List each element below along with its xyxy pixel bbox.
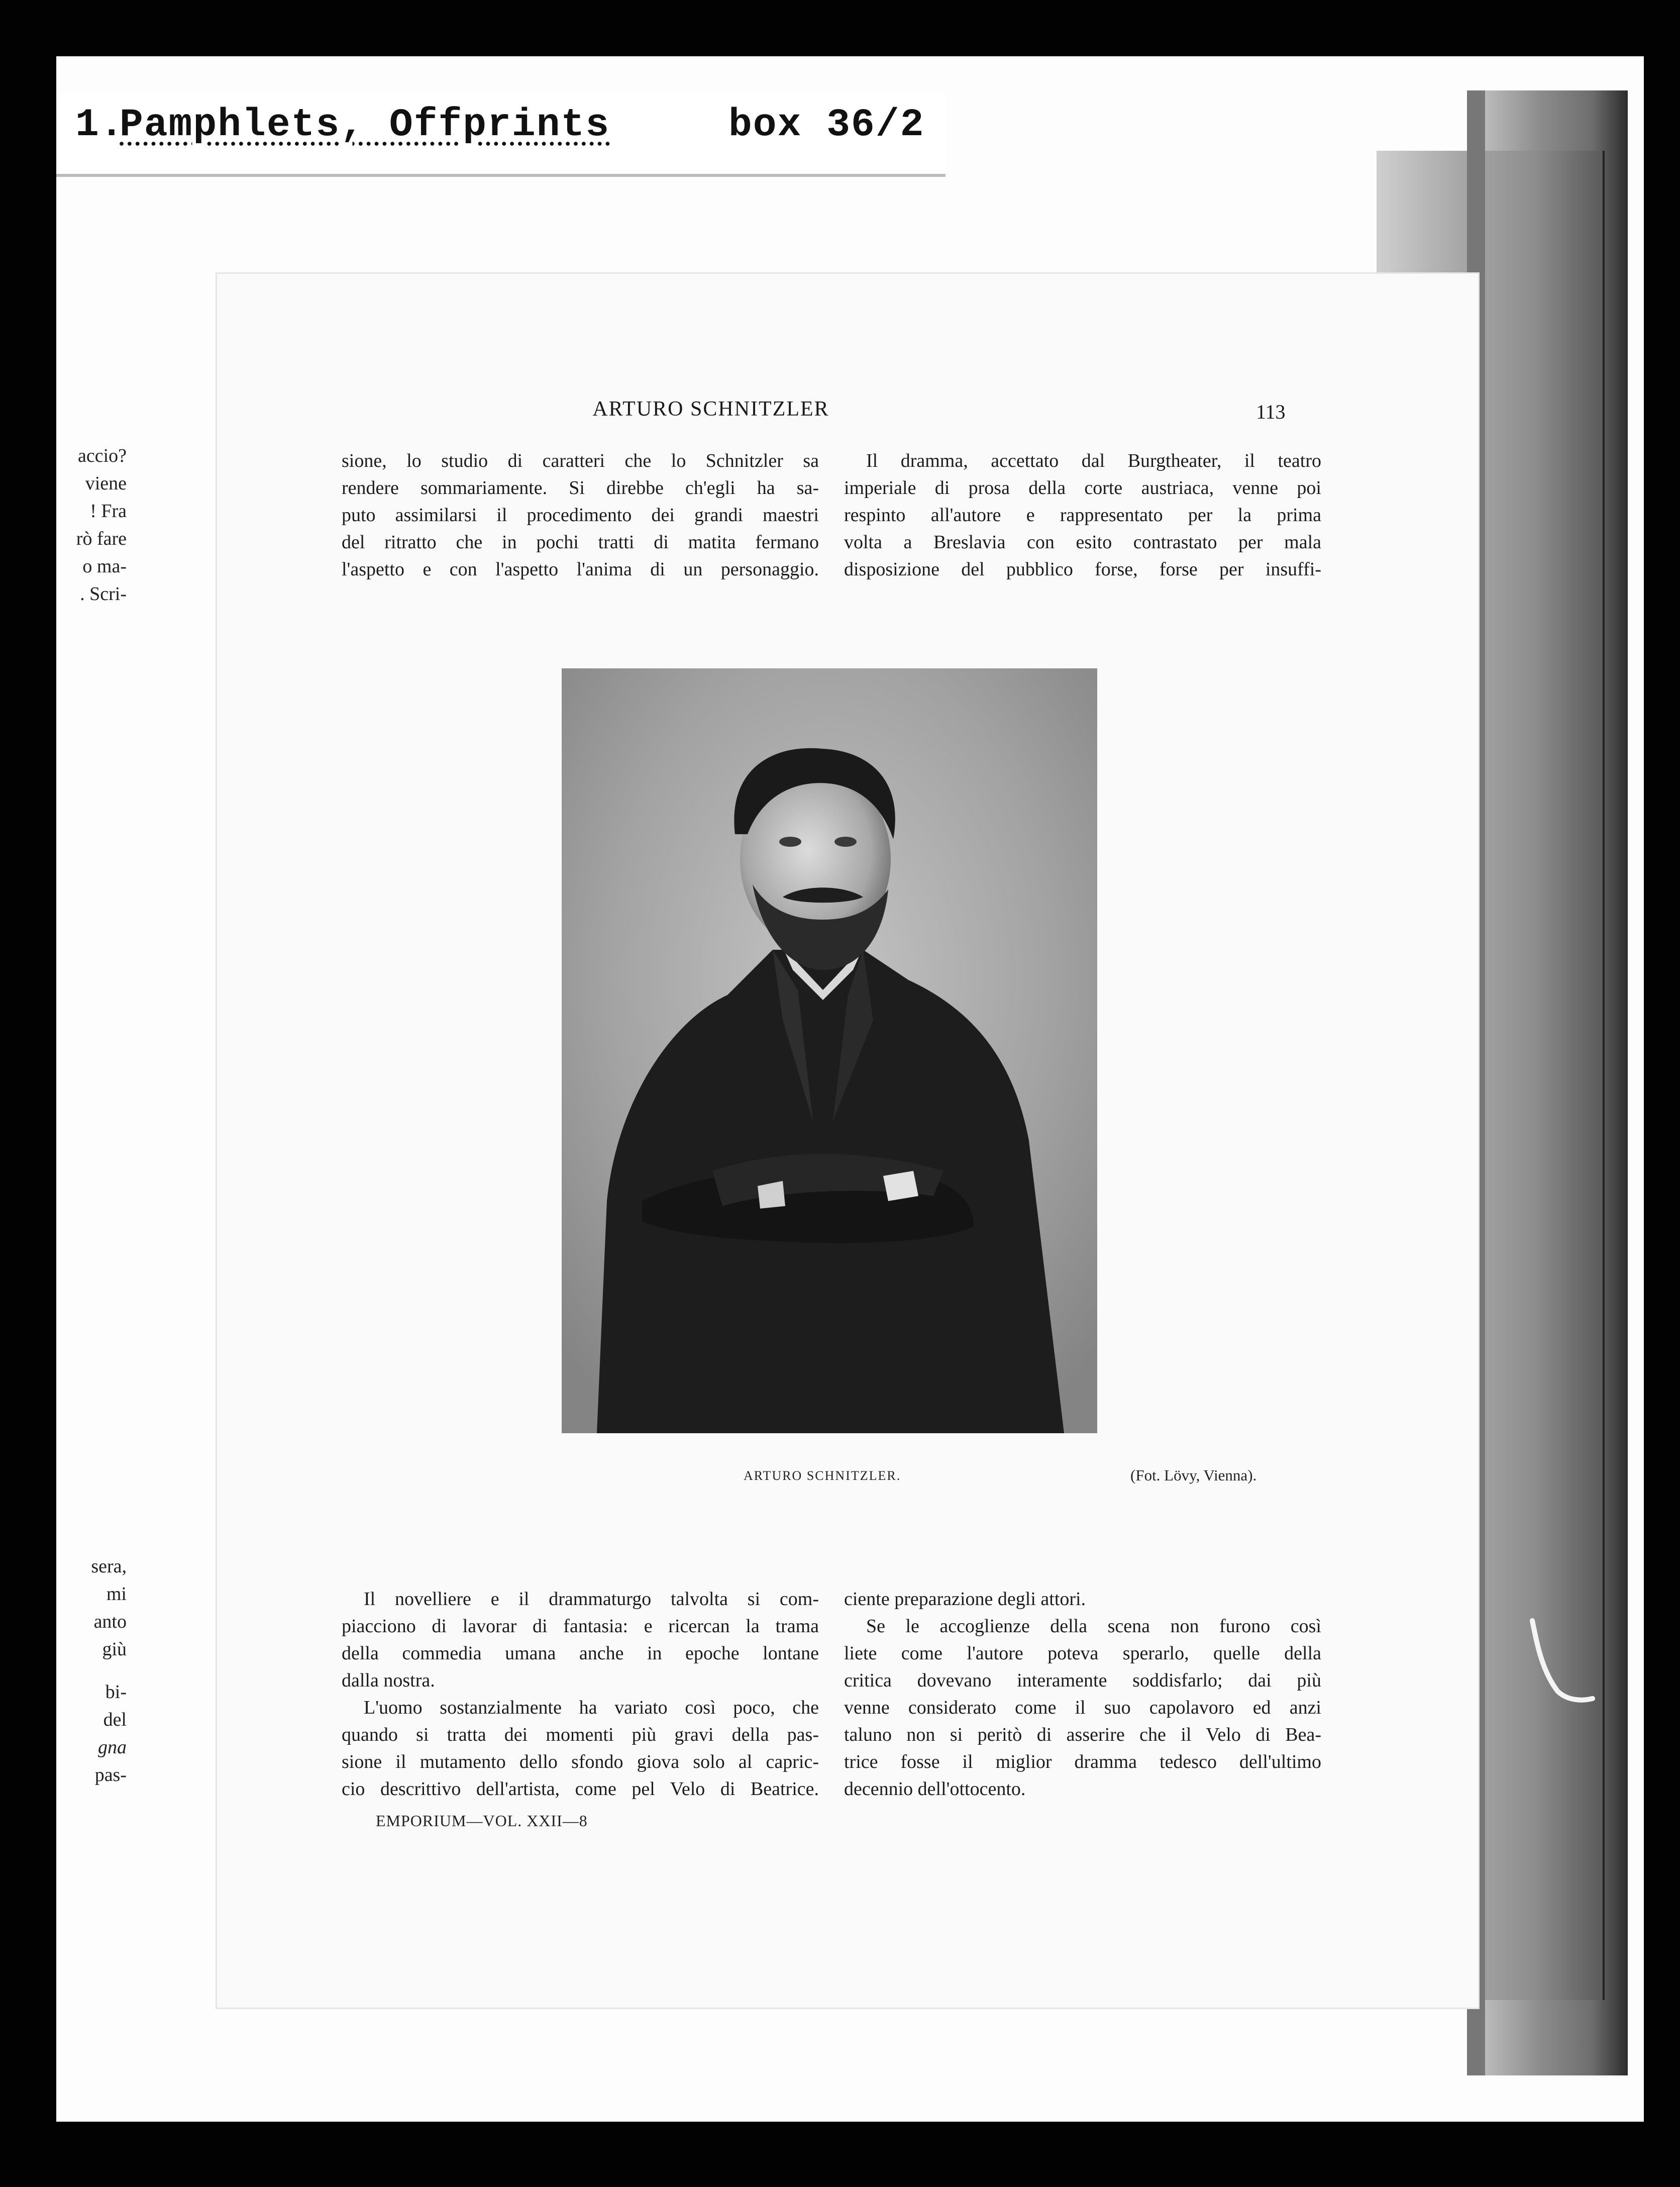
text-line: volta a Breslavia con esito contrastato per mala (844, 532, 1321, 553)
fragment-line: ! Fra (90, 501, 127, 522)
fragment-line: del (103, 1709, 127, 1730)
text-line: decennio dell'ottocento. (844, 1778, 1026, 1800)
text-column-bottom-right (844, 1585, 1321, 1803)
text-column-bottom-left (342, 1585, 819, 1803)
text-line: critica dovevano interamente soddisfarlo; dai più (844, 1670, 1321, 1691)
text-line: della commedia umana anche in epoche lontane (342, 1643, 819, 1664)
text-line: sione, lo studio di caratteri che lo Schnitzler sa (342, 450, 819, 471)
text-line: piacciono di lavorar di fantasia: e ricercan la trama (342, 1616, 819, 1637)
text-line: venne considerato come il suo capolavoro ed anzi (844, 1697, 1321, 1718)
text-line: L'uomo sostanzialmente ha variato così poco, che (364, 1697, 819, 1718)
text-line: taluno non si peritò di asserire che il Velo di Bea- (844, 1724, 1321, 1745)
label-prefix: 1. (75, 103, 125, 147)
text-line: disposizione del pubblico forse, forse per insuffi- (844, 559, 1321, 580)
page-number: 113 (1256, 401, 1286, 423)
text-line: sione il mutamento dello sfondo giova solo al capric- (342, 1751, 819, 1772)
label-box-number: box 36/2 (728, 103, 925, 147)
text-column-top-right (844, 447, 1321, 583)
pen-mark-scribble (1522, 1616, 1603, 1706)
fragment-line: accio? (77, 445, 127, 466)
page-footer: EMPORIUM—VOL. XXII—8 (376, 1812, 588, 1830)
text-line: liete come l'autore poteva sperarlo, quelle della (844, 1643, 1321, 1664)
fragment-line: giù (102, 1639, 127, 1660)
text-line: quando si tratta dei momenti più gravi della pas- (342, 1724, 819, 1745)
text-line: dalla nostra. (342, 1670, 435, 1691)
text-line: l'aspetto e con l'aspetto l'anima di un personaggio. (342, 559, 819, 580)
fragment-line: anto (93, 1611, 127, 1632)
portrait-illustration (562, 668, 1097, 1433)
text-line: trice fosse il miglior dramma tedesco dell'ultimo (844, 1751, 1321, 1772)
fragment-line: bi- (105, 1681, 127, 1703)
portrait-photo (562, 668, 1097, 1433)
text-line: Il novelliere e il drammaturgo talvolta si com- (364, 1588, 819, 1610)
photo-caption-name: ARTURO SCHNITZLER. (744, 1468, 901, 1483)
running-head: ARTURO SCHNITZLER (592, 397, 829, 421)
fragment-line: pas- (94, 1764, 127, 1785)
text-line: del ritratto che in pochi tratti di matita fermano (342, 532, 819, 553)
text-column-top-left (342, 447, 819, 583)
photo-caption-credit: (Fot. Lövy, Vienna). (1130, 1466, 1257, 1484)
fragment-line: mi (106, 1583, 127, 1605)
fragment-line: gna (98, 1737, 127, 1758)
text-line: cio descrittivo dell'artista, come pel Velo di Beatrice. (342, 1778, 819, 1800)
fragment-line: viene (85, 473, 127, 494)
fragment-line: . Scri- (80, 583, 127, 605)
text-line: Il dramma, accettato dal Burgtheater, il teatro (866, 450, 1321, 471)
label-series: Pamphlets, Offprints (120, 103, 610, 147)
text-line: puto assimilarsi il procedimento dei grandi maestri (342, 505, 819, 526)
text-line: Se le accoglienze della scena non furono così (866, 1616, 1321, 1637)
fragment-line: rò fare (76, 528, 127, 549)
text-line: ciente preparazione degli attori. (844, 1588, 1086, 1610)
text-line: respinto all'autore e rappresentato per la prima (844, 505, 1321, 526)
fragment-line: o ma- (82, 556, 127, 577)
text-line: rendere sommariamente. Si direbbe ch'egli ha sa- (342, 477, 819, 499)
fragment-line: sera, (91, 1556, 127, 1577)
underlying-page-fragment (56, 442, 127, 1789)
text-line: imperiale di prosa della corte austriaca, venne poi (844, 477, 1321, 499)
